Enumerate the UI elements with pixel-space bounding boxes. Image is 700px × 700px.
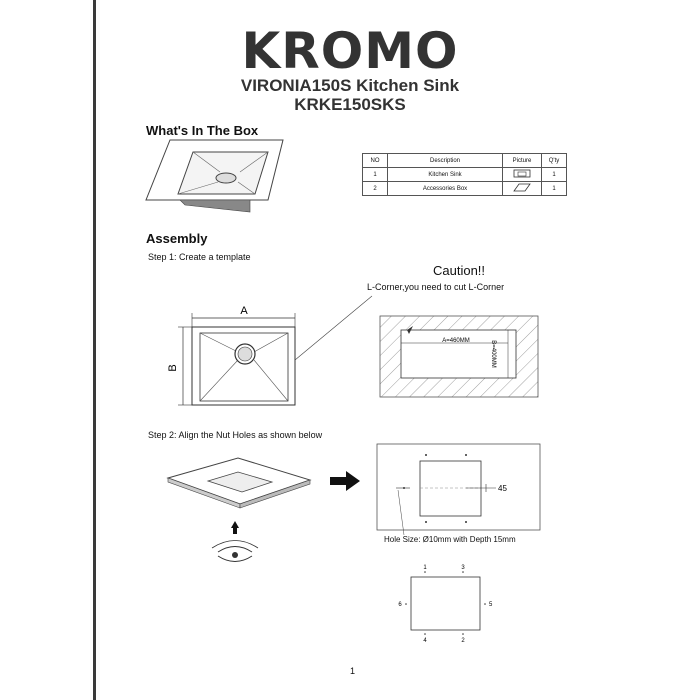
dim-a-label: A <box>240 305 248 317</box>
hole-number: 4 <box>423 638 427 644</box>
hole-size-text: Hole Size: Ø10mm with Depth 15mm <box>384 535 516 544</box>
model-code: KRKE150SKS <box>294 95 406 114</box>
offset-label: 45 <box>498 484 507 493</box>
hole-number: 6 <box>398 602 402 608</box>
step2-label: Step 2: Align the Nut Holes as shown below <box>148 430 323 440</box>
numbered-holes-diagram <box>405 571 486 635</box>
step1-label: Step 1: Create a template <box>148 252 251 262</box>
cutout-template <box>380 316 538 397</box>
template-a-label: A=460MM <box>442 338 470 344</box>
col-picture: Picture <box>503 154 542 168</box>
countertop-illustration <box>168 458 310 508</box>
hole-number: 3 <box>461 565 465 571</box>
row-qty: 1 <box>542 168 567 182</box>
row-no: 1 <box>363 168 388 182</box>
up-arrow-icon <box>231 521 239 534</box>
right-arrow-icon <box>330 471 360 491</box>
col-qty: Q'ty <box>542 154 567 168</box>
dim-b-label: B <box>167 364 179 372</box>
hole-number: 5 <box>489 602 493 608</box>
page-number: 1 <box>350 666 356 676</box>
row-description: Accessories Box <box>388 182 503 196</box>
eye-icon <box>212 541 258 562</box>
sink-illustration <box>146 140 283 212</box>
col-no: NO <box>363 154 388 168</box>
box-heading: What's In The Box <box>146 123 259 138</box>
model-title: VIRONIA150S Kitchen Sink <box>240 76 460 95</box>
caution-text: L-Corner,you need to cut L-Corner <box>367 282 505 292</box>
brand-logo: KROMO <box>241 22 459 80</box>
assembly-heading: Assembly <box>146 231 208 246</box>
row-no: 2 <box>363 182 388 196</box>
row-qty: 1 <box>542 182 567 196</box>
hole-number: 1 <box>423 565 427 571</box>
row-description: Kitchen Sink <box>388 168 503 182</box>
template-b-label: B=400MM <box>490 340 496 368</box>
sink-template-outline <box>178 296 372 405</box>
nut-holes-diagram <box>377 444 540 535</box>
col-description: Description <box>388 154 503 168</box>
caution-title: Caution!! <box>433 263 486 278</box>
hole-number: 2 <box>461 638 465 644</box>
